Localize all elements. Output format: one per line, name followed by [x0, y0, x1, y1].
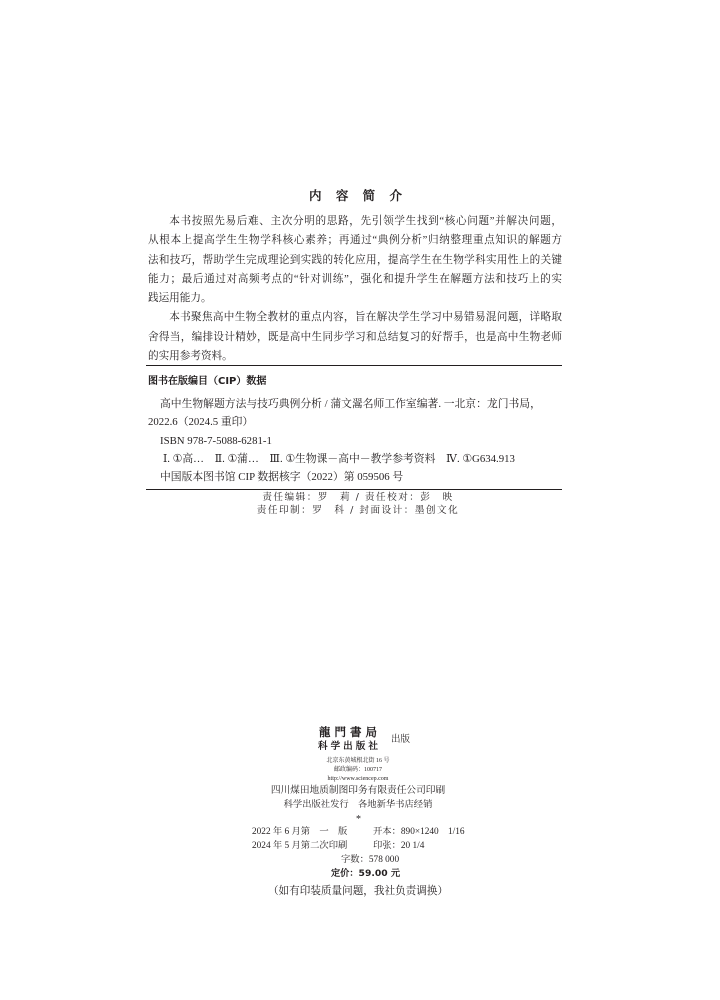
- printing-sheets: 印张：20 1/4: [373, 841, 425, 851]
- cip-line: 高中生物解题方法与技巧典例分析 / 蒲文翯名师工作室编著. 一北京：龙门书局，: [160, 398, 541, 410]
- intro-paragraph-2-line: 本书聚焦高中生物全教材的重点内容，旨在解决学生学习中易错易混问题，详略取: [169, 312, 562, 324]
- publisher-website: http://www.sciencep.com: [327, 775, 389, 782]
- asterisk-separator: *: [356, 814, 361, 825]
- publisher-postcode: 邮政编码：100717: [333, 766, 382, 773]
- price: 定价：59.00 元: [331, 868, 401, 879]
- publish-label: 出版: [391, 734, 411, 745]
- intro-paragraph-1-line: 本书按照先易后难、主次分明的思路，先引领学生找到“核心问题”并解决问题，: [169, 216, 562, 227]
- word-count: 字数：578 000: [341, 855, 400, 865]
- intro-paragraph-2-line: 的实用参考资料。: [148, 351, 233, 363]
- intro-body: [148, 212, 562, 366]
- intro-paragraph-1-line: 从根本上提高学生生物学科核心素养；再通过“典例分析”归纳整理重点知识的解题方: [148, 235, 562, 247]
- publisher-logo-science-press: 科学出版社: [318, 741, 381, 752]
- publisher-address: 北京东黄城根北街 16 号: [326, 757, 390, 764]
- intro-paragraph-1-line: 践运用能力。: [148, 293, 212, 305]
- publisher-logo-longmen: 龍門書局: [319, 725, 381, 739]
- cip-body: [148, 395, 562, 486]
- intro-paragraph-1-line: 能力；最后通过对高频考点的“针对训练”，强化和提升学生在解题方法和技巧上的实: [148, 273, 562, 285]
- intro-title: 内 容 简 介: [308, 188, 408, 203]
- edition-format: 开本：890×1240 1/16: [373, 827, 465, 837]
- cip-top-rule: [146, 365, 562, 366]
- cip-line: 中国版本图书馆 CIP 数据核字（2022）第 059506 号: [160, 471, 404, 484]
- credits-editor-line: 责任编辑：罗 莉 / 责任校对：彭 映: [262, 492, 454, 503]
- edition-date: 2022 年 6 月第 一 版: [252, 827, 348, 837]
- cip-line: ISBN 978-7-5088-6281-1: [160, 434, 272, 447]
- intro-paragraph-1-line: 法和技巧，帮助学生完成理论到实践的转化应用，提高学生在生物学科实用性上的关键: [148, 254, 562, 266]
- printer-line: 四川煤田地质制图印务有限责任公司印刷: [270, 785, 446, 796]
- intro-paragraph-2-line: 舍得当，编排设计精妙，既是高中生同步学习和总结复习的好帮手，也是高中生物老师: [148, 331, 562, 343]
- printing-date: 2024 年 5 月第二次印刷: [252, 841, 348, 851]
- cip-line: 2022.6（2024.5 重印）: [148, 416, 254, 429]
- cip-heading: 图书在版编目（CIP）数据: [148, 376, 267, 387]
- cip-line: Ⅰ. ①高… Ⅱ. ①蒲… Ⅲ. ①生物课－高中－教学参考资料 Ⅳ. ①G634.913: [163, 452, 515, 465]
- distribution-line: 科学出版社发行 各地新华书店经销: [283, 800, 433, 810]
- cip-bottom-rule: [146, 489, 562, 490]
- quality-notice: （如有印装质量问题，我社负责调换）: [267, 885, 449, 897]
- credits-production-line: 责任印制：罗 科 / 封面设计：墨创文化: [256, 505, 460, 516]
